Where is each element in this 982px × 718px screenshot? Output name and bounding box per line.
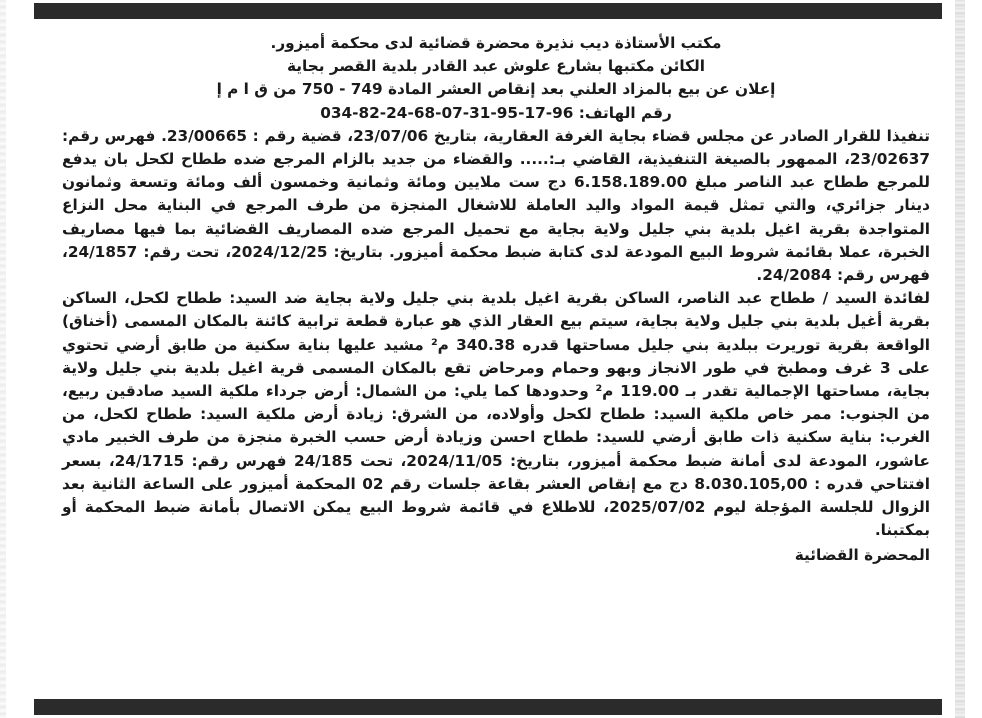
phone-number: رقم الهاتف: 96-17-95-31-07-68-24-82-034 <box>320 103 672 122</box>
office-address: الكائن مكتبها بشارع علوش عبد القادر بلدية القصر بجاية <box>286 57 706 76</box>
notice-paragraph-2: لفائدة السيد / ططاح عبد الناصر، الساكن بقرية اغيل بلدية بني جليل ولاية بجاية ضد السيد: ططاح لكحل، الساكن بقرية أغيل بلدية بني جليل ولاية بجاية، سيتم بيع العقار الذي هو عبارة قطعة ترابية كائنة بالمكان المسمى (أخناق) الواقعة بقرية توريرت ببلدية بني جليل مساحتها قدره 340.38 م² مشيد عليها بناية سكنية من طابق أرضي تحتوي على 3 غرف ومطبخ في طور الانجاز وبهو وحمام ومرحاض تقع بالمكان المسمى قرية اغيل بلدية بني جليل ولاية بجاية، مساحتها الإجمالية تقدر بـ 119.00 م² وحدودها كما يلي: من الشمال: أرض جرداء ملكية السيد صادقين ربيع، من الجنوب: ممر خاص ملكية السيد: ططاح لكحل وأولاده، من الشرق: زيادة أرض ملكية السيد: ططاح لكحل، من الغرب: بناية سكنية ذات طابق أرضي للسيد: ططاح احسن وزيادة أرض حسب الخبرة منجزة من طرف الخبير مادي عاشور، المودعة لدى أمانة ضبط محكمة أميزور، بتاريخ: 2024/11/05، تحت 24/185 فهرس رقم: 24/1715، بسعر افتتاحي قدره : 8.030.105,00 دج مع إنقاص العشر بقاعة جلسات رقم 02 المحكمة أميزور على الساعة الثانية بعد الزوال للجلسة المؤجلة ليوم 2025/07/02، للاطلاع في قائمة شروط البيع يمكن الاتصال بأمانة ضبط المحكمة أو بمكتبنا. <box>62 289 931 540</box>
notice-title: إعلان عن بيع بالمزاد العلني بعد إنقاص العشر المادة 749 - 750 من ق ا م إ <box>216 80 776 99</box>
office-name: مكتب الأستاذة ديب نذيرة محضرة قضائية لدى محكمة أميزور. <box>270 34 722 52</box>
scan-bar-top <box>34 3 942 19</box>
legal-notice <box>62 28 930 568</box>
scan-edge-left <box>0 0 6 718</box>
signature-label: المحضرة القضائية <box>794 546 930 565</box>
notice-paragraph-1: تنفيذا للقرار الصادر عن مجلس قضاء بجاية الغرفة العقارية، بتاريخ 23/07/06، قضية رقم : 23/00665. فهرس رقم: 23/02637، الممهور بالصيغة التنفيذية، القاضي بـ:..... والقضاء من جديد بالزام المرجع ضده ططاح لكحل بان يدفع للمرجع ططاح عبد الناصر مبلغ 6.158.189.00 دج ست ملايين ومائة وثمانية وخمسون ألف ومائة وتسعة وثمانون دينار جزائري، والتي تمثل قيمة المواد واليد العاملة للاشغال المنجزة من طرف المرجع في البناية محل النزاع المتواجدة بقرية اغيل بلدية بني جليل ولاية بجاية مع تحميل المرجع ضده المصاريف القضائية بما فيها مصاريف الخبرة، عملا بقائمة شروط البيع المودعة لدى كتابة ضبط محكمة أميزور. بتاريخ: 2024/12/25، تحت رقم: 24/1857، فهرس رقم: 24/2084. <box>62 126 930 285</box>
scan-bar-bottom <box>34 699 942 715</box>
scan-edge-right <box>955 0 965 718</box>
